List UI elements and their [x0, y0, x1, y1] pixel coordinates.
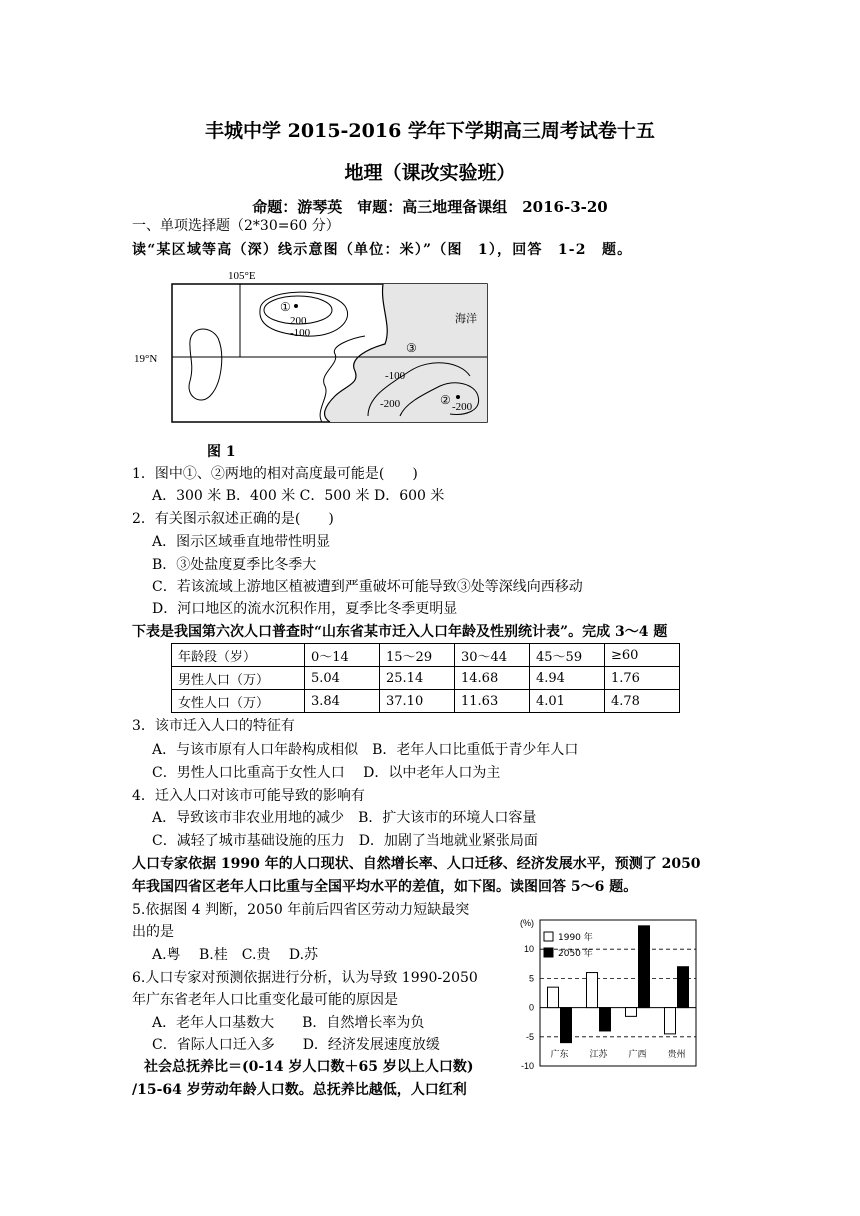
- isobath-minus100-label: -100: [385, 370, 406, 382]
- intro-table: 下表是我国第六次人口普查时“山东省某市迁入人口年龄及性别统计表”。完成 3～4 题: [132, 624, 668, 640]
- table-cell: 5.04: [305, 667, 380, 690]
- bar-1990年-0: [548, 987, 559, 1007]
- isobath-minus200-label: -200: [380, 398, 401, 410]
- q1-stem: 1．图中①、②两地的相对高度最可能是( ): [132, 466, 418, 482]
- q4-stem: 4．迁入人口对该市可能导致的影响有: [132, 788, 365, 804]
- legend-label: 2050 年: [558, 949, 593, 959]
- point3-label: ③: [406, 341, 417, 355]
- bar-2050年-2: [639, 926, 650, 1008]
- intro-map: 读“某区域等高（深）线示意图（单位：米）”（图 1），回答 1-2 题。: [132, 242, 633, 258]
- contour-200-label: 200: [290, 315, 307, 327]
- table-cell: 男性人口（万）: [172, 667, 305, 690]
- bar-2050年-0: [561, 1008, 572, 1043]
- q3-options-ab: A．与该市原有人口年龄构成相似 B．老年人口比重低于青少年人口: [152, 742, 579, 758]
- page-subtitle: 地理（课改实验班）: [344, 162, 516, 184]
- isobath-minus200b-label: -200: [452, 401, 473, 413]
- table-cell: 30～44: [455, 644, 530, 667]
- bar-2050年-1: [600, 1008, 611, 1031]
- legend-swatch: [544, 932, 553, 941]
- table-cell: 11.63: [455, 690, 530, 713]
- bar-1990年-1: [587, 973, 598, 1008]
- table-cell: 女性人口（万）: [172, 690, 305, 713]
- q6-options-ab: A．老年人口基数大 B．自然增长率为负: [152, 1015, 425, 1031]
- figure-caption: 图 1: [207, 444, 236, 460]
- table-cell: 3.84: [305, 690, 380, 713]
- q2-option-c: C．若该流域上游地区植被遭到严重破坏可能导致③处等深线向西移动: [152, 579, 583, 595]
- q6-stem-line1: 6.人口专家对预测依据进行分析，认为导致 1990-2050: [132, 970, 478, 986]
- population-table: [171, 643, 680, 713]
- table-header-row: [172, 644, 680, 667]
- note-line1: 社会总抚养比＝(0-14 岁人口数＋65 岁以上人口数): [144, 1059, 474, 1075]
- sea-label: 海洋: [455, 313, 477, 325]
- table-row: [172, 690, 680, 713]
- legend-swatch: [544, 948, 553, 957]
- y-tick-label: 5: [528, 973, 534, 984]
- lon-label: 105°E: [228, 270, 256, 282]
- q5-stem-line1: 5.依据图 4 判断，2050 年前后四省区劳动力短缺最突: [132, 902, 470, 918]
- page-title: 丰城中学 2015-2016 学年下学期高三周考试卷十五: [205, 120, 655, 142]
- q2-option-d: D．河口地区的流水沉积作用，夏季比冬季更明显: [152, 601, 458, 617]
- q6-options-cd: C．省际人口迁入多 D．经济发展速度放缓: [152, 1037, 440, 1053]
- x-tick-label: 江苏: [589, 1050, 608, 1060]
- legend-label: 1990 年: [558, 933, 593, 943]
- contour-100-label: -100: [290, 327, 311, 339]
- table-cell: 14.68: [455, 667, 530, 690]
- table-cell: 0～14: [305, 644, 380, 667]
- x-tick-label: 贵州: [667, 1050, 686, 1060]
- note-line2: /15-64 岁劳动年龄人口数。总抚养比越低，人口红利: [132, 1082, 467, 1098]
- point2-label: ②: [440, 393, 451, 407]
- q4-options-cd: C．减轻了城市基础设施的压力 D．加剧了当地就业紧张局面: [152, 833, 538, 849]
- q5-stem-line2: 出的是: [132, 924, 174, 940]
- y-unit-label: (%): [520, 918, 534, 928]
- q2-option-b: B．③处盐度夏季比冬季大: [152, 557, 317, 573]
- bar-2050年-3: [678, 967, 689, 1008]
- contour-map: [130, 266, 500, 436]
- table-cell: 4.94: [530, 667, 605, 690]
- table-cell: 4.78: [605, 690, 680, 713]
- q3-stem: 3．该市迁入人口的特征有: [132, 718, 295, 734]
- table-cell: ≥60: [605, 644, 680, 667]
- point1-label: ①: [280, 300, 291, 314]
- bar-1990年-2: [626, 1008, 637, 1017]
- q2-stem: 2．有关图示叙述正确的是( ): [132, 511, 334, 527]
- q1-options: A．300 米 B．400 米 C．500 米 D．600 米: [152, 488, 445, 504]
- table-cell: 37.10: [380, 690, 455, 713]
- table-cell: 15～29: [380, 644, 455, 667]
- intro-chart-line1: 人口专家依据 1990 年的人口现状、自然增长率、人口迁移、经济发展水平，预测了 2050: [132, 856, 701, 872]
- table-cell: 1.76: [605, 667, 680, 690]
- table-cell: 年龄段（岁）: [172, 644, 305, 667]
- y-tick-label: 0: [528, 1002, 534, 1013]
- q2-option-a: A．图示区域垂直地带性明显: [152, 534, 331, 550]
- q4-options-ab: A．导致该市非农业用地的减少 B．扩大该市的环境人口容量: [152, 810, 537, 826]
- elderly-ratio-chart: [500, 912, 720, 1072]
- x-tick-label: 广东: [550, 1050, 569, 1060]
- y-tick-label: -10: [520, 1061, 534, 1071]
- q5-options: A.粤 B.桂 C.贵 D.苏: [152, 947, 319, 963]
- y-tick-label: -5: [525, 1031, 534, 1042]
- table-row: [172, 667, 680, 690]
- q6-stem-line2: 年广东省老年人口比重变化最可能的原因是: [132, 992, 398, 1008]
- author-line: 命题：游琴英 审题：高三地理备课组 2016-3-20: [252, 198, 608, 216]
- lat-label: 19°N: [134, 353, 158, 365]
- q3-options-cd: C．男性人口比重高于女性人口 D．以中老年人口为主: [152, 765, 501, 781]
- x-tick-label: 广西: [628, 1050, 647, 1060]
- intro-chart-line2: 年我国四省区老年人口比重与全国平均水平的差值，如下图。读图回答 5～6 题。: [132, 879, 638, 895]
- y-tick-label: 10: [523, 944, 534, 955]
- table-cell: 45～59: [530, 644, 605, 667]
- table-cell: 4.01: [530, 690, 605, 713]
- section-heading: 一、单项选择题（2*30=60 分）: [132, 218, 340, 234]
- bar-1990年-3: [665, 1008, 676, 1034]
- table-cell: 25.14: [380, 667, 455, 690]
